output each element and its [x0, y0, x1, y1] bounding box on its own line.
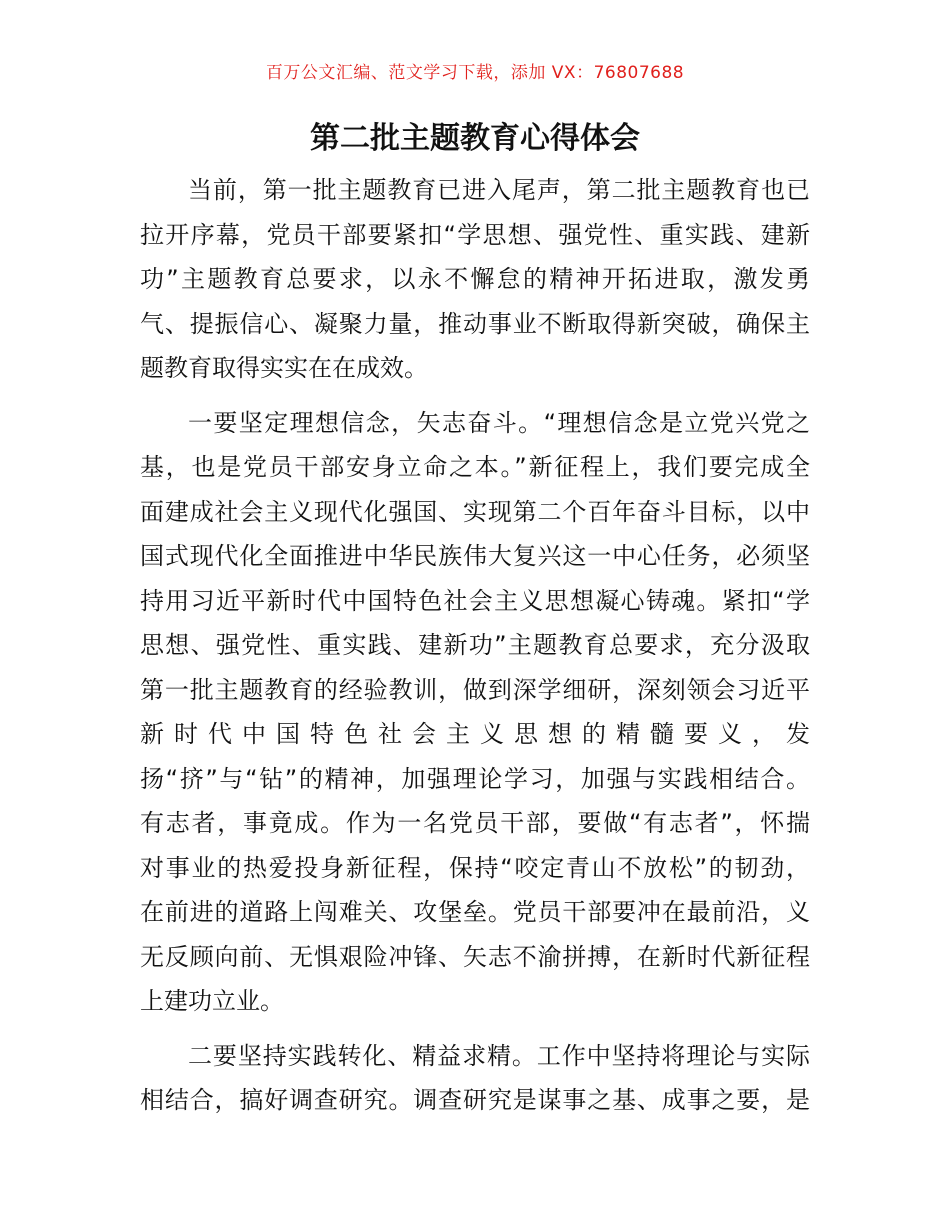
text-line: 气、提振信心、凝聚力量，推动事业不断取得新突破，确保主: [140, 309, 810, 338]
text-line: 面建成社会主义现代化强国、实现第二个百年奋斗目标，以中: [140, 497, 810, 526]
text-line: 相结合，搞好调查研究。调查研究是谋事之基、成事之要，是: [140, 1086, 810, 1114]
document-body: [140, 168, 810, 1123]
text-line: 无反顾向前、无惧艰险冲锋、矢志不渝拼搏，在新时代新征程: [140, 942, 810, 971]
paragraph-2: [140, 401, 810, 1024]
text-line: 思想、强党性、重实践、建新功”主题教育总要求，充分汲取: [140, 631, 810, 659]
text-line: 上建功立业。: [140, 987, 284, 1015]
document-title: 第二批主题教育心得体会: [310, 121, 640, 156]
text-line: 扬“挤”与“钻”的精神，加强理论学习，加强与实践相结合。: [140, 764, 810, 793]
text-line: 功”主题教育总要求，以永不懈怠的精神开拓进取，激发勇: [140, 265, 810, 293]
text-line: 在前进的道路上闯难关、攻堡垒。党员干部要冲在最前沿，义: [140, 898, 810, 926]
text-line: 有志者，事竟成。作为一名党员干部，要做“有志者”，怀揣: [140, 809, 810, 837]
watermark-text: 百万公文汇编、范文学习下载，添加 VX：76807688: [265, 63, 685, 83]
paragraph-1: [140, 168, 810, 391]
text-line: 持用习近平新时代中国特色社会主义思想凝心铸魂。紧扣“学: [140, 586, 810, 615]
text-line: 题教育取得实实在在成效。: [140, 354, 428, 382]
text-line: 一要坚定理想信念，矢志奋斗。“理想信念是立党兴党之: [188, 408, 810, 437]
text-line: 当前，第一批主题教育已进入尾声，第二批主题教育也已: [188, 176, 810, 204]
text-line: 新时代中国特色社会主义思想的精髓要义，发: [140, 720, 810, 748]
text-line: 对事业的热爱投身新征程，保持“咬定青山不放松”的韧劲，: [140, 853, 810, 882]
text-line: 二要坚持实践转化、精益求精。工作中坚持将理论与实际: [188, 1041, 810, 1070]
text-line: 第一批主题教育的经验教训，做到深学细研，深刻领会习近平: [140, 675, 810, 704]
text-line: 基，也是党员干部安身立命之本。”新征程上，我们要完成全: [140, 453, 810, 481]
text-line: 拉开序幕，党员干部要紧扣“学思想、强党性、重实践、建新: [140, 220, 810, 249]
paragraph-3: [140, 1034, 810, 1123]
text-line: 国式现代化全面推进中华民族伟大复兴这一中心任务，必须坚: [140, 542, 810, 570]
